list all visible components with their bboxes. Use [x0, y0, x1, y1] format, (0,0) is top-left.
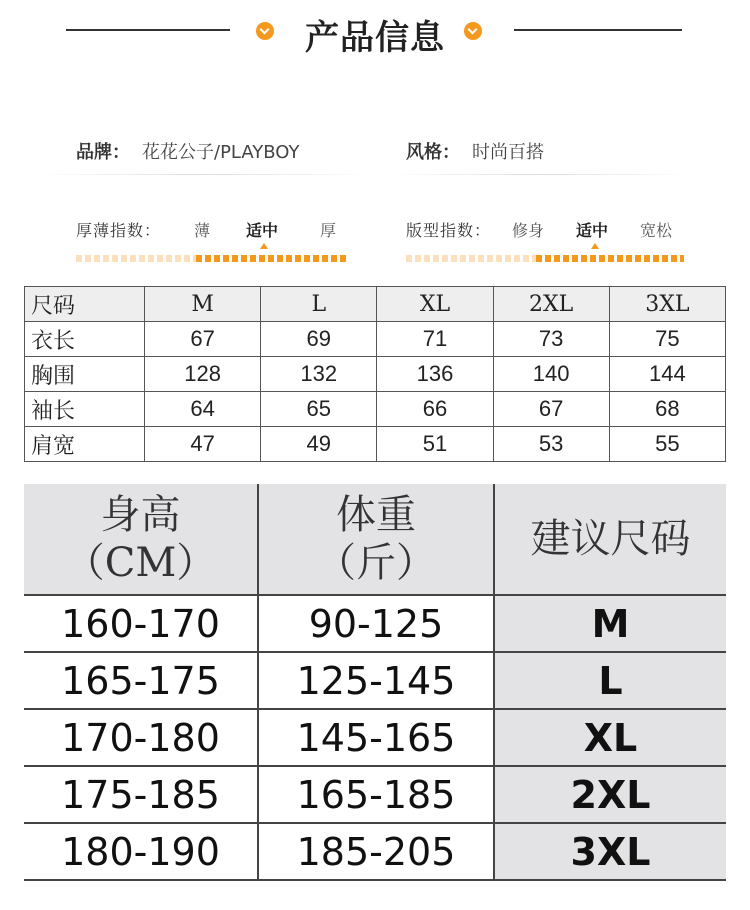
table-cell: M [494, 595, 726, 652]
table-cell: 73 [493, 322, 609, 357]
table-cell: 66 [377, 392, 493, 427]
chevron-down-icon [256, 22, 274, 40]
table-cell: L [261, 287, 377, 322]
page-title: 产品信息 [305, 18, 445, 58]
size-recommendation-table [24, 484, 726, 881]
table-cell: 140 [493, 357, 609, 392]
table-cell: L [494, 652, 726, 709]
table-cell: 53 [493, 427, 609, 462]
fit-scale-bar [536, 255, 684, 262]
table-cell: 90-125 [258, 595, 494, 652]
table-cell: 175-185 [24, 766, 258, 823]
table-cell: 68 [609, 392, 725, 427]
table-row [25, 392, 726, 427]
table-row [25, 427, 726, 462]
header-text: 身高 [100, 492, 181, 538]
table-cell: 128 [145, 357, 261, 392]
table-cell: 55 [609, 427, 725, 462]
table-cell: 3XL [494, 823, 726, 880]
table-cell: XL [494, 709, 726, 766]
table-cell: 69 [261, 322, 377, 357]
table-row [25, 287, 726, 322]
selected-caret-icon [591, 243, 599, 249]
divider [40, 174, 370, 175]
table-row [24, 766, 726, 823]
table-row [24, 652, 726, 709]
table-cell: 袖长 [25, 392, 145, 427]
fit-scale-bar [406, 255, 536, 262]
table-cell: 75 [609, 322, 725, 357]
fit-option-slim: 修身 [512, 221, 545, 240]
table-row [25, 357, 726, 392]
table-cell: 49 [261, 427, 377, 462]
divider [390, 174, 690, 175]
table-cell: 180-190 [24, 823, 258, 880]
table-header-row [24, 484, 726, 595]
table-cell: 衣长 [25, 322, 145, 357]
table-header-height [24, 484, 258, 595]
table-cell: 165-185 [258, 766, 494, 823]
table-row [24, 823, 726, 880]
thickness-label: 厚薄指数： [76, 221, 162, 240]
table-cell: 165-175 [24, 652, 258, 709]
size-table [24, 286, 726, 462]
table-cell: 170-180 [24, 709, 258, 766]
table-header-weight [258, 484, 494, 595]
header-text: 体重 [336, 492, 416, 538]
table-cell: 125-145 [258, 652, 494, 709]
table-cell: 3XL [609, 287, 725, 322]
table-cell: 67 [145, 322, 261, 357]
brand-value: 花花公子/PLAYBOY [142, 142, 300, 163]
table-cell: 144 [609, 357, 725, 392]
header-line-left [66, 29, 230, 31]
table-cell: 65 [261, 392, 377, 427]
brand-label: 品牌： [76, 142, 130, 163]
table-cell: 2XL [494, 766, 726, 823]
selected-caret-icon [260, 243, 268, 249]
header-text: 建议尺码 [530, 516, 691, 562]
thickness-option-thin: 薄 [194, 221, 211, 240]
thickness-scale-bar [196, 255, 346, 262]
fit-option-loose: 宽松 [640, 221, 673, 240]
style-label: 风格： [406, 142, 460, 163]
table-cell: 尺码 [25, 287, 145, 322]
table-cell: 肩宽 [25, 427, 145, 462]
table-cell: 71 [377, 322, 493, 357]
table-cell: 132 [261, 357, 377, 392]
header-line-right [514, 29, 682, 31]
table-row [25, 322, 726, 357]
table-cell: 51 [377, 427, 493, 462]
table-row [24, 595, 726, 652]
fit-option-regular: 适中 [576, 221, 609, 240]
table-cell: 胸围 [25, 357, 145, 392]
table-cell: 145-165 [258, 709, 494, 766]
thickness-option-thick: 厚 [320, 221, 337, 240]
table-cell: 2XL [493, 287, 609, 322]
table-cell: 67 [493, 392, 609, 427]
table-cell: 47 [145, 427, 261, 462]
table-cell: 136 [377, 357, 493, 392]
chevron-down-icon [464, 22, 482, 40]
thickness-scale-bar [76, 255, 196, 262]
style-value: 时尚百搭 [472, 142, 544, 163]
table-cell: XL [377, 287, 493, 322]
header-unit: （CM） [64, 540, 217, 586]
table-cell: M [145, 287, 261, 322]
table-header-size [494, 484, 726, 595]
fit-label: 版型指数： [406, 221, 492, 240]
table-cell: 160-170 [24, 595, 258, 652]
table-row [24, 709, 726, 766]
table-cell: 64 [145, 392, 261, 427]
header-unit: （斤） [316, 540, 436, 586]
table-cell: 185-205 [258, 823, 494, 880]
thickness-option-medium: 适中 [246, 221, 279, 240]
